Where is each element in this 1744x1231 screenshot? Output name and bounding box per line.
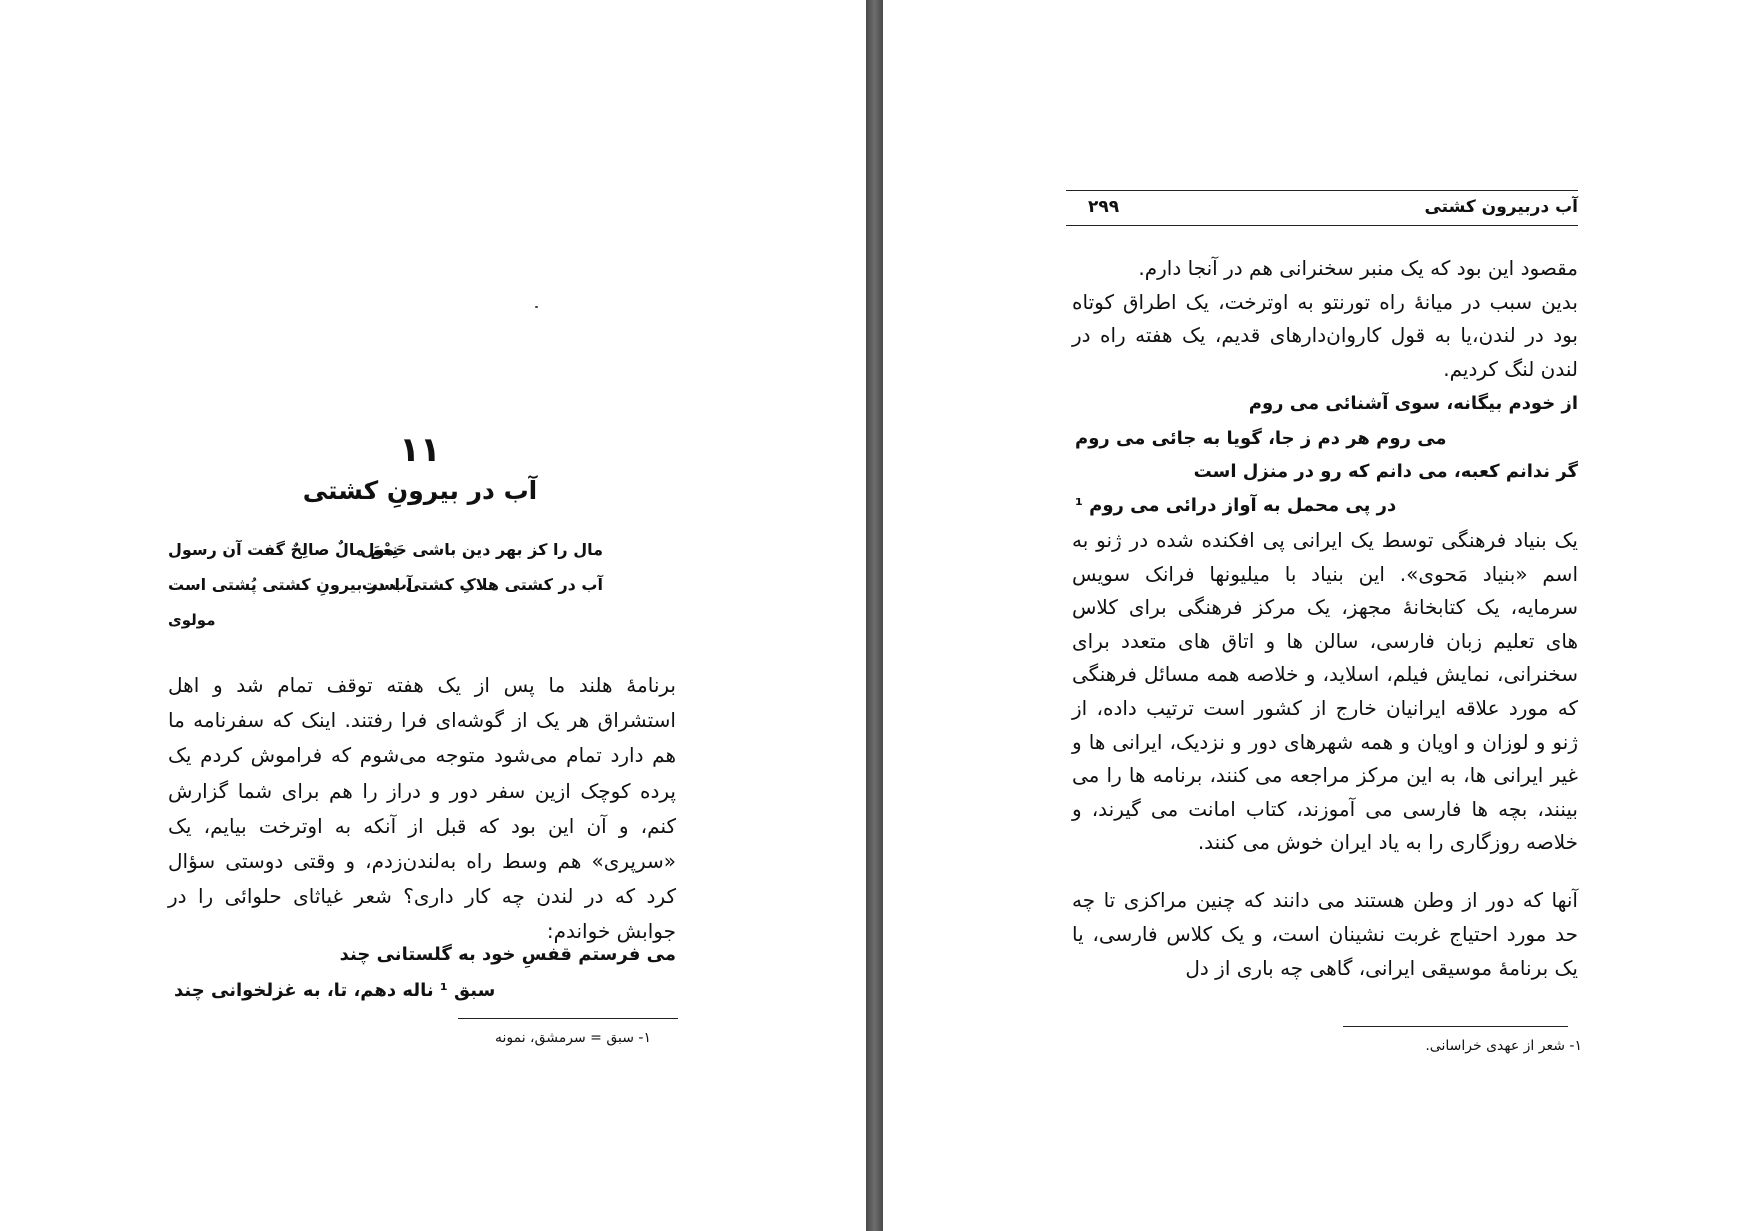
right-body-text (1072, 524, 1578, 860)
epigraph-line (168, 575, 603, 609)
epigraph-hemistich: آب در کشتی هلاکِ کشتی است (361, 575, 603, 594)
verse-line: از خودم بیگانه، سوی آشنائی می روم (1248, 393, 1578, 414)
verse-line: می روم هر دم ز جا، گویا به جائی می روم (1075, 428, 1447, 449)
left-body-text (168, 668, 676, 950)
verse-line: در پی محمل به آواز درائی می روم ¹ (1075, 495, 1397, 516)
footnote: ۱- شعر از عهدی خراسانی. (1425, 1038, 1582, 1054)
verse-line: سبق ¹ ناله دهم، تا، به غزلخوانی چند (174, 980, 496, 1001)
ink-speck (535, 306, 538, 308)
epigraph-hemistich: آب در بیرونِ کشتی پُشتی است (168, 575, 413, 594)
page-number: ۲۹۹ (1088, 197, 1120, 217)
running-title: آب دربیرون کشتی (1424, 197, 1578, 217)
running-header (1066, 190, 1578, 226)
paragraph: برنامهٔ هلند ما پس از یک هفته توقف تمام شد و اهل استشراق هر یک از گوشه‌ای فرا رفتند. اینک که سفرنامه ما هم دارد تمام می‌شود متوجه می‌شوم که فراموش کردم یک پرده کوچک ازین سفر دور و دراز را هم برای شما گزارش کنم، و آن این بود که قبل از آنکه به اوترخت بیایم، یک «سرپری» هم وسط راه به‌لندن‌زدم، و وقتی دوستی سؤال کرد که در لندن چه کار داری؟ شعر غیاثای حلوائی را در جوابش خواندم: (168, 673, 676, 944)
chapter-title: آب در بیرونِ کشتی (302, 476, 538, 505)
book-gutter (866, 0, 883, 1231)
paragraph: مقصود این بود که یک منبر سخنرانی هم در آنجا دارم. (1138, 256, 1578, 280)
footnote-rule (458, 1018, 678, 1019)
footnote: ۱- سبق = سرمشق، نمونه (494, 1030, 651, 1046)
right-page (883, 0, 1744, 1231)
verse-line: می فرستم قفسِ خود به گلستانی چند (339, 944, 676, 965)
left-page (0, 0, 866, 1231)
epigraph-hemistich: نِعْمَ مالٌ صالِحٌ گفت آن رسول (168, 540, 398, 559)
paragraph: یک بنیاد فرهنگی توسط یک ایرانی پی افکنده شده در ژنو به اسم «بنیاد مَحوی». این بنیاد با میلیونها فرانک سویس سرمایه، یک کتابخانهٔ مجهز، یک مرکز فرهنگی برای کلاس های تعلیم زبان فارسی، سالن ها و اتاق های متعدد برای سخنرانی، نمایش فیلم، اسلاید، و خلاصه همه مسائل فرهنگی که مورد علاقه ایرانیان خارج از کشور است ترتیب داده، از ژنو و لوزان و اویان و همه شهرهای دور و نزدیک، ایرانی ها و غیر ایرانی ها، به این مرکز مراجعه می کنند، برنامه ها را می بینند، بچه ها فارسی می آموزند، کتاب امانت می گیرند، و خلاصه روزگاری را به یاد ایران خوش می کنند. (1072, 528, 1578, 855)
footnote-rule (1343, 1026, 1568, 1027)
paragraph: بدین سبب در میانهٔ راه تورنتو به اوترخت، یک اطراق کوتاه بود در لندن،یا به قول کاروان‌دارهای قدیم، یک هفته راه در لندن لنگ کردیم. (1072, 289, 1578, 381)
epigraph-line (168, 540, 603, 574)
paragraph: آنها که دور از وطن هستند می دانند که چنین مراکزی تا چه حد مورد احتیاج غربت نشینان است، و یک کلاس فارسی، یا یک برنامهٔ موسیقی ایرانی، گاهی چه باری از دل (1072, 888, 1578, 980)
chapter-number: ۱۱ (399, 430, 441, 470)
right-body-text (1072, 883, 1578, 985)
right-body-text (1072, 252, 1578, 386)
verse-line: گر ندانم کعبه، می دانم که رو در منزل است (1193, 461, 1578, 482)
epigraph-author: مولوی (168, 611, 216, 629)
epigraph-hemistich: مال را کز بهر دین باشی حَمول (360, 540, 603, 559)
